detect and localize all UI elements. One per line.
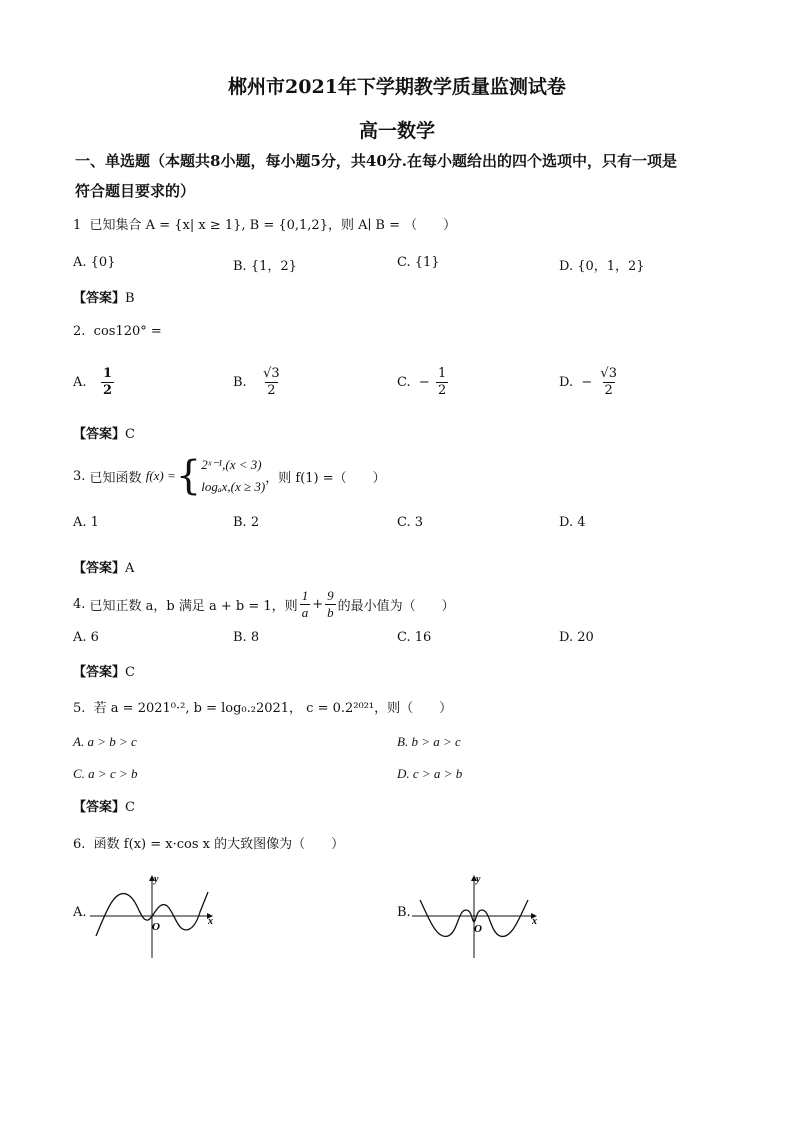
question-stem-suffix: 的最小值为（ ） bbox=[337, 599, 455, 614]
section-heading-line2: 符合题目要求的） bbox=[75, 182, 196, 200]
answer-value: C bbox=[125, 800, 135, 815]
piecewise-cases bbox=[201, 454, 265, 498]
option-d: D. 4 bbox=[559, 515, 586, 530]
answer-4 bbox=[73, 661, 135, 680]
fraction: $\frac{√3}{2}$ bbox=[263, 366, 280, 398]
x-axis-label: x bbox=[532, 916, 537, 927]
question-stem: cos120° = bbox=[93, 324, 162, 339]
question-number: 5. bbox=[73, 701, 86, 716]
option-d: D. {0，1，2} bbox=[559, 259, 645, 274]
option-a: A. {0} bbox=[73, 255, 116, 270]
section-heading-line1: 一、单选题（本题共8小题，每小题5分，共40分.在每小题给出的四个选项中，只有一项是 bbox=[75, 152, 677, 170]
option-b: B. 2 bbox=[233, 515, 260, 530]
option-b: B. b > a > c bbox=[397, 734, 461, 749]
option-a: A. 1 bbox=[73, 515, 99, 530]
option-b: B. bbox=[397, 905, 411, 920]
question-stem: 若 a = 2021⁰·², b = log₀.₂2021， c = 0.2²⁰²¹，则（ ） bbox=[93, 701, 453, 716]
option-d: D. c > a > b bbox=[397, 766, 463, 781]
answer-1 bbox=[73, 287, 135, 306]
page-title: 郴州市2021年下学期教学质量监测试卷 bbox=[228, 76, 566, 98]
graph-option-a bbox=[90, 870, 220, 960]
answer-label: 【答案】 bbox=[73, 427, 126, 442]
answer-2 bbox=[73, 423, 135, 442]
question-stem-suffix: ，则 f(1) =（ ） bbox=[265, 470, 386, 486]
option-c: C. 16 bbox=[397, 630, 432, 645]
fraction: $\frac{9}{b}$ bbox=[327, 588, 334, 620]
answer-value: B bbox=[125, 291, 135, 306]
option-d: D. 20 bbox=[559, 630, 594, 645]
question-number: 4. bbox=[73, 597, 86, 612]
option-c: C. − $\frac{1}{2}$ bbox=[397, 366, 447, 398]
option-c: C. a > c > b bbox=[73, 766, 138, 781]
question-stem: 已知集合 A = {x| x ≥ 1}, B = {0,1,2}，则 A∣ B = （ ） bbox=[89, 218, 457, 233]
answer-label: 【答案】 bbox=[73, 291, 126, 306]
answer-value: C bbox=[125, 665, 135, 680]
fraction: $\frac{1}{a}$ bbox=[301, 588, 309, 620]
function-lhs: f(x) = bbox=[145, 468, 176, 483]
question-4: 4. 已知正数 a，b 满足 a + b = 1，则 $\frac{1}{a}$ + $\frac{9}{b}$ 的最小值为（ ） bbox=[73, 588, 455, 620]
answer-label: 【答案】 bbox=[73, 561, 126, 576]
piecewise-brace: { bbox=[175, 453, 202, 499]
question-number: 1 bbox=[73, 218, 82, 233]
answer-5 bbox=[73, 796, 135, 815]
graph-option-b bbox=[412, 870, 542, 960]
question-stem-prefix: 已知正数 a，b 满足 a + b = 1，则 bbox=[89, 599, 298, 614]
option-a: A. $\frac{1}{2}$ bbox=[73, 366, 112, 398]
question-number: 2. bbox=[73, 324, 86, 339]
origin-label: O bbox=[152, 921, 160, 933]
option-c: C. {1} bbox=[397, 255, 440, 270]
option-b: B. {1，2} bbox=[233, 259, 297, 274]
case-1: 2ˣ⁻¹,(x < 3) bbox=[201, 457, 262, 472]
question-stem: 函数 f(x) = x·cos x 的大致图像为（ ） bbox=[93, 837, 345, 852]
option-b: B. 8 bbox=[233, 630, 260, 645]
option-b: B. $\frac{√3}{2}$ bbox=[233, 366, 280, 398]
page-subtitle: 高一数学 bbox=[358, 120, 435, 142]
y-axis-label: y bbox=[476, 874, 481, 885]
y-axis-label: y bbox=[154, 874, 159, 885]
question-1 bbox=[73, 214, 456, 233]
question-2 bbox=[73, 324, 162, 339]
question-3 bbox=[73, 454, 386, 498]
fraction: $\frac{1}{2}$ bbox=[437, 366, 447, 398]
fraction: $\frac{1}{2}$ bbox=[102, 366, 112, 398]
answer-value: C bbox=[125, 427, 135, 442]
answer-label: 【答案】 bbox=[73, 665, 126, 680]
answer-value: A bbox=[125, 561, 135, 576]
answer-label: 【答案】 bbox=[73, 800, 126, 815]
question-6 bbox=[73, 833, 344, 852]
origin-label: O bbox=[474, 923, 482, 935]
option-a: A. a > b > c bbox=[73, 734, 137, 749]
option-d: D. − $\frac{√3}{2}$ bbox=[559, 366, 617, 398]
question-number: 3. bbox=[73, 468, 86, 484]
case-2: logₐx,(x ≥ 3) bbox=[201, 479, 266, 494]
question-5 bbox=[73, 697, 452, 716]
option-c: C. 3 bbox=[397, 515, 424, 530]
question-number: 6. bbox=[73, 837, 86, 852]
fraction: $\frac{√3}{2}$ bbox=[600, 366, 617, 398]
x-axis-label: x bbox=[208, 916, 213, 927]
answer-3 bbox=[73, 557, 134, 576]
option-a: A. bbox=[73, 905, 87, 920]
option-a: A. 6 bbox=[73, 630, 99, 645]
question-stem-prefix: 已知函数 bbox=[89, 470, 142, 486]
